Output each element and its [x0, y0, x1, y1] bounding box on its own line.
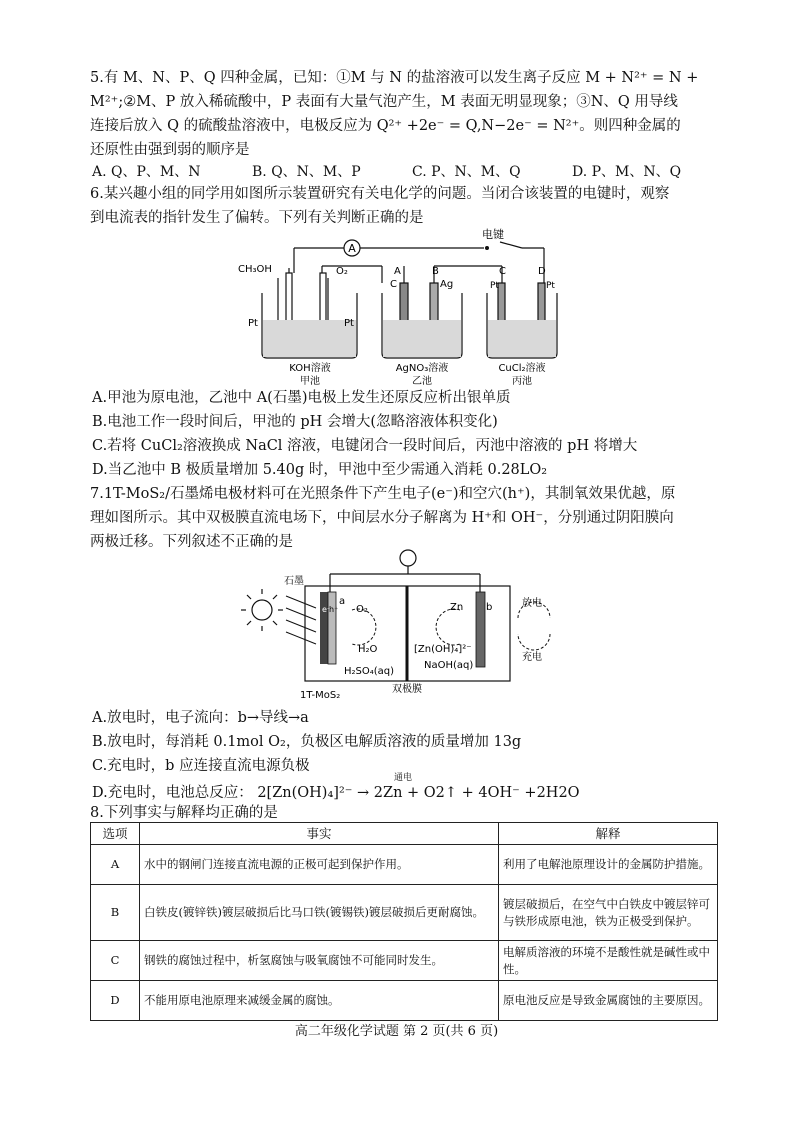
pt-right-label: Pt [344, 318, 354, 329]
electrode-c-carbon: C [390, 279, 397, 290]
row-option: A [91, 845, 140, 885]
cell2-name: 乙池 [412, 376, 432, 386]
table-row [91, 885, 718, 941]
cell2-solution: AgNO₃溶液 [395, 363, 449, 374]
table-row [91, 845, 718, 885]
pt-d-label: Pt [546, 281, 555, 291]
switch-label: 电键 [482, 228, 504, 241]
lamp-icon [400, 550, 416, 566]
naoh-label: NaOH(aq) [424, 660, 474, 671]
q6-option-b[interactable]: B.电池工作一段时间后，甲池的 pH 会增大(忽略溶液体积变化) [92, 414, 498, 430]
q7-line-3: 两极迁移。下列叙述不正确的是 [90, 534, 293, 550]
table-row [91, 941, 718, 981]
q6-line-2: 到电流表的指针发生了偏转。下列有关判断正确的是 [90, 210, 424, 226]
mos2-zinc-battery-figure [240, 548, 570, 703]
q5-options [92, 161, 732, 181]
q8-table [90, 822, 718, 1021]
zincate-label: [Zn(OH)₄]²⁻ [414, 644, 472, 655]
cell1-solution: KOH溶液 [289, 363, 331, 374]
q8-title: 8.下列事实与解释均正确的是 [90, 805, 278, 821]
row-explanation: 原电池反应是导致金属腐蚀的主要原因。 [499, 981, 718, 1021]
electron-label: e⁻ [322, 605, 332, 614]
row-fact: 白铁皮(镀锌铁)镀层破损后比马口铁(镀锡铁)镀层破损后更耐腐蚀。 [140, 885, 499, 941]
header-explanation: 解释 [499, 823, 718, 845]
row-fact: 不能用原电池原理来减缓金属的腐蚀。 [140, 981, 499, 1021]
row-option: B [91, 885, 140, 941]
q6-line-1: 6.某兴趣小组的同学用如图所示装置研究有关电化学的问题。当闭合该装置的电键时，观察 [90, 186, 670, 202]
cell3-name: 丙池 [512, 376, 532, 386]
table-row [91, 981, 718, 1021]
q5-line-4: 还原性由强到弱的顺序是 [90, 142, 250, 158]
h2so4-label: H₂SO₄(aq) [344, 666, 395, 677]
electrode-a-label: A [394, 266, 401, 277]
q7-line-2: 理如图所示。其中双极膜直流电场下，中间层水分子解离为 H⁺和 OH⁻，分别通过阴阳膜向 [90, 510, 674, 526]
electrolysis-arrow-label: 通电 [394, 773, 413, 783]
q7-option-a[interactable]: A.放电时，电子流向：b→导线→a [92, 710, 309, 726]
ammeter-label: A [348, 242, 356, 255]
q6-option-c[interactable]: C.若将 CuCl₂溶液换成 NaCl 溶液，电键闭合一段时间后，丙池中溶液的 pH 将增大 [92, 438, 638, 454]
q7-line-1: 7.1T-MoS₂/石墨烯电极材料可在光照条件下产生电子(e⁻)和空穴(h⁺)，其制氧效果优越，原 [90, 486, 676, 502]
electrochem-cells-figure [232, 228, 562, 386]
row-explanation: 利用了电解池原理设计的金属防护措施。 [499, 845, 718, 885]
electrode-a-label: a [339, 596, 346, 607]
q5-option-b[interactable]: B. Q、N、M、P [252, 164, 361, 180]
discharge-label: 放电 [522, 598, 542, 609]
row-option: C [91, 941, 140, 981]
charge-label: 充电 [522, 652, 542, 663]
q6-option-d[interactable]: D.当乙池中 B 极质量增加 5.40g 时，甲池中至少需通入消耗 0.28LO₂ [92, 462, 548, 478]
row-fact: 水中的钢闸门连接直流电源的正极可起到保护作用。 [140, 845, 499, 885]
sun-icon [241, 589, 283, 631]
q5-line-3: 连接后放入 Q 的硫酸盐溶液中，电极反应为 Q²⁺ +2e⁻ = Q,N−2e⁻ = N²⁺。则四种金属的 [90, 118, 681, 134]
zn-label: Zn [450, 602, 464, 613]
q7-option-c[interactable]: C.充电时，b 应连接直流电源负极 [92, 758, 310, 774]
cell1-name: 甲池 [300, 376, 320, 386]
header-fact: 事实 [140, 823, 499, 845]
electrode-b-label: B [432, 266, 439, 277]
q5-line-2: M²⁺;②M、P 放入稀硫酸中，P 表面有大量气泡产生，M 表面无明显现象；③N、Q 用导线 [90, 94, 678, 110]
cell3-solution: CuCl₂溶液 [498, 363, 546, 374]
q7-option-d[interactable]: D.充电时，电池总反应： 2[Zn(OH)₄]²⁻ → 2Zn + O2↑ + 4OH⁻ +2H2O [92, 785, 580, 801]
electrode-c-cell3: C [499, 266, 506, 277]
h2o-label: H₂O [358, 644, 378, 655]
hole-label: h⁺ [329, 605, 339, 614]
pt-left-label: Pt [248, 318, 258, 329]
o2-label: O₂ [336, 266, 348, 277]
graphite-label: 石墨 [284, 576, 304, 587]
row-fact: 钢铁的腐蚀过程中，析氢腐蚀与吸氧腐蚀不可能同时发生。 [140, 941, 499, 981]
q5-option-a[interactable]: A. Q、P、M、N [92, 164, 201, 180]
q5-option-d[interactable]: D. P、M、N、Q [572, 164, 682, 180]
q5-option-c[interactable]: C. P、N、M、Q [412, 164, 521, 180]
mos2-label: 1T-MoS₂ [300, 690, 341, 701]
electrode-ag-label: Ag [440, 279, 454, 290]
pt-c-label: Pt [490, 281, 499, 291]
row-explanation: 镀层破损后，在空气中白铁皮中镀层锌可与铁形成原电池，铁为正极受到保护。 [499, 885, 718, 941]
ch3oh-label: CH₃OH [238, 264, 272, 275]
page-footer: 高二年级化学试题 第 2 页(共 6 页) [294, 1024, 499, 1039]
o2-product-label: O₂ [356, 604, 368, 615]
table-header-row [91, 823, 718, 845]
electrode-d-label: D [538, 266, 546, 277]
bipolar-membrane-label: 双极膜 [392, 684, 422, 695]
q6-option-a[interactable]: A.甲池为原电池，乙池中 A(石墨)电极上发生还原反应析出银单质 [92, 390, 511, 406]
electrode-b-label: b [486, 602, 493, 613]
q5-line-1: 5.有 M、N、P、Q 四种金属，已知：①M 与 N 的盐溶液可以发生离子反应 M + N²⁺ = N + [90, 70, 699, 86]
row-explanation: 电解质溶液的环境不是酸性就是碱性或中性。 [499, 941, 718, 981]
header-option: 选项 [91, 823, 140, 845]
row-option: D [91, 981, 140, 1021]
switch-icon [485, 246, 489, 250]
q7-option-b[interactable]: B.放电时，每消耗 0.1mol O₂，负极区电解质溶液的质量增加 13g [92, 734, 522, 750]
